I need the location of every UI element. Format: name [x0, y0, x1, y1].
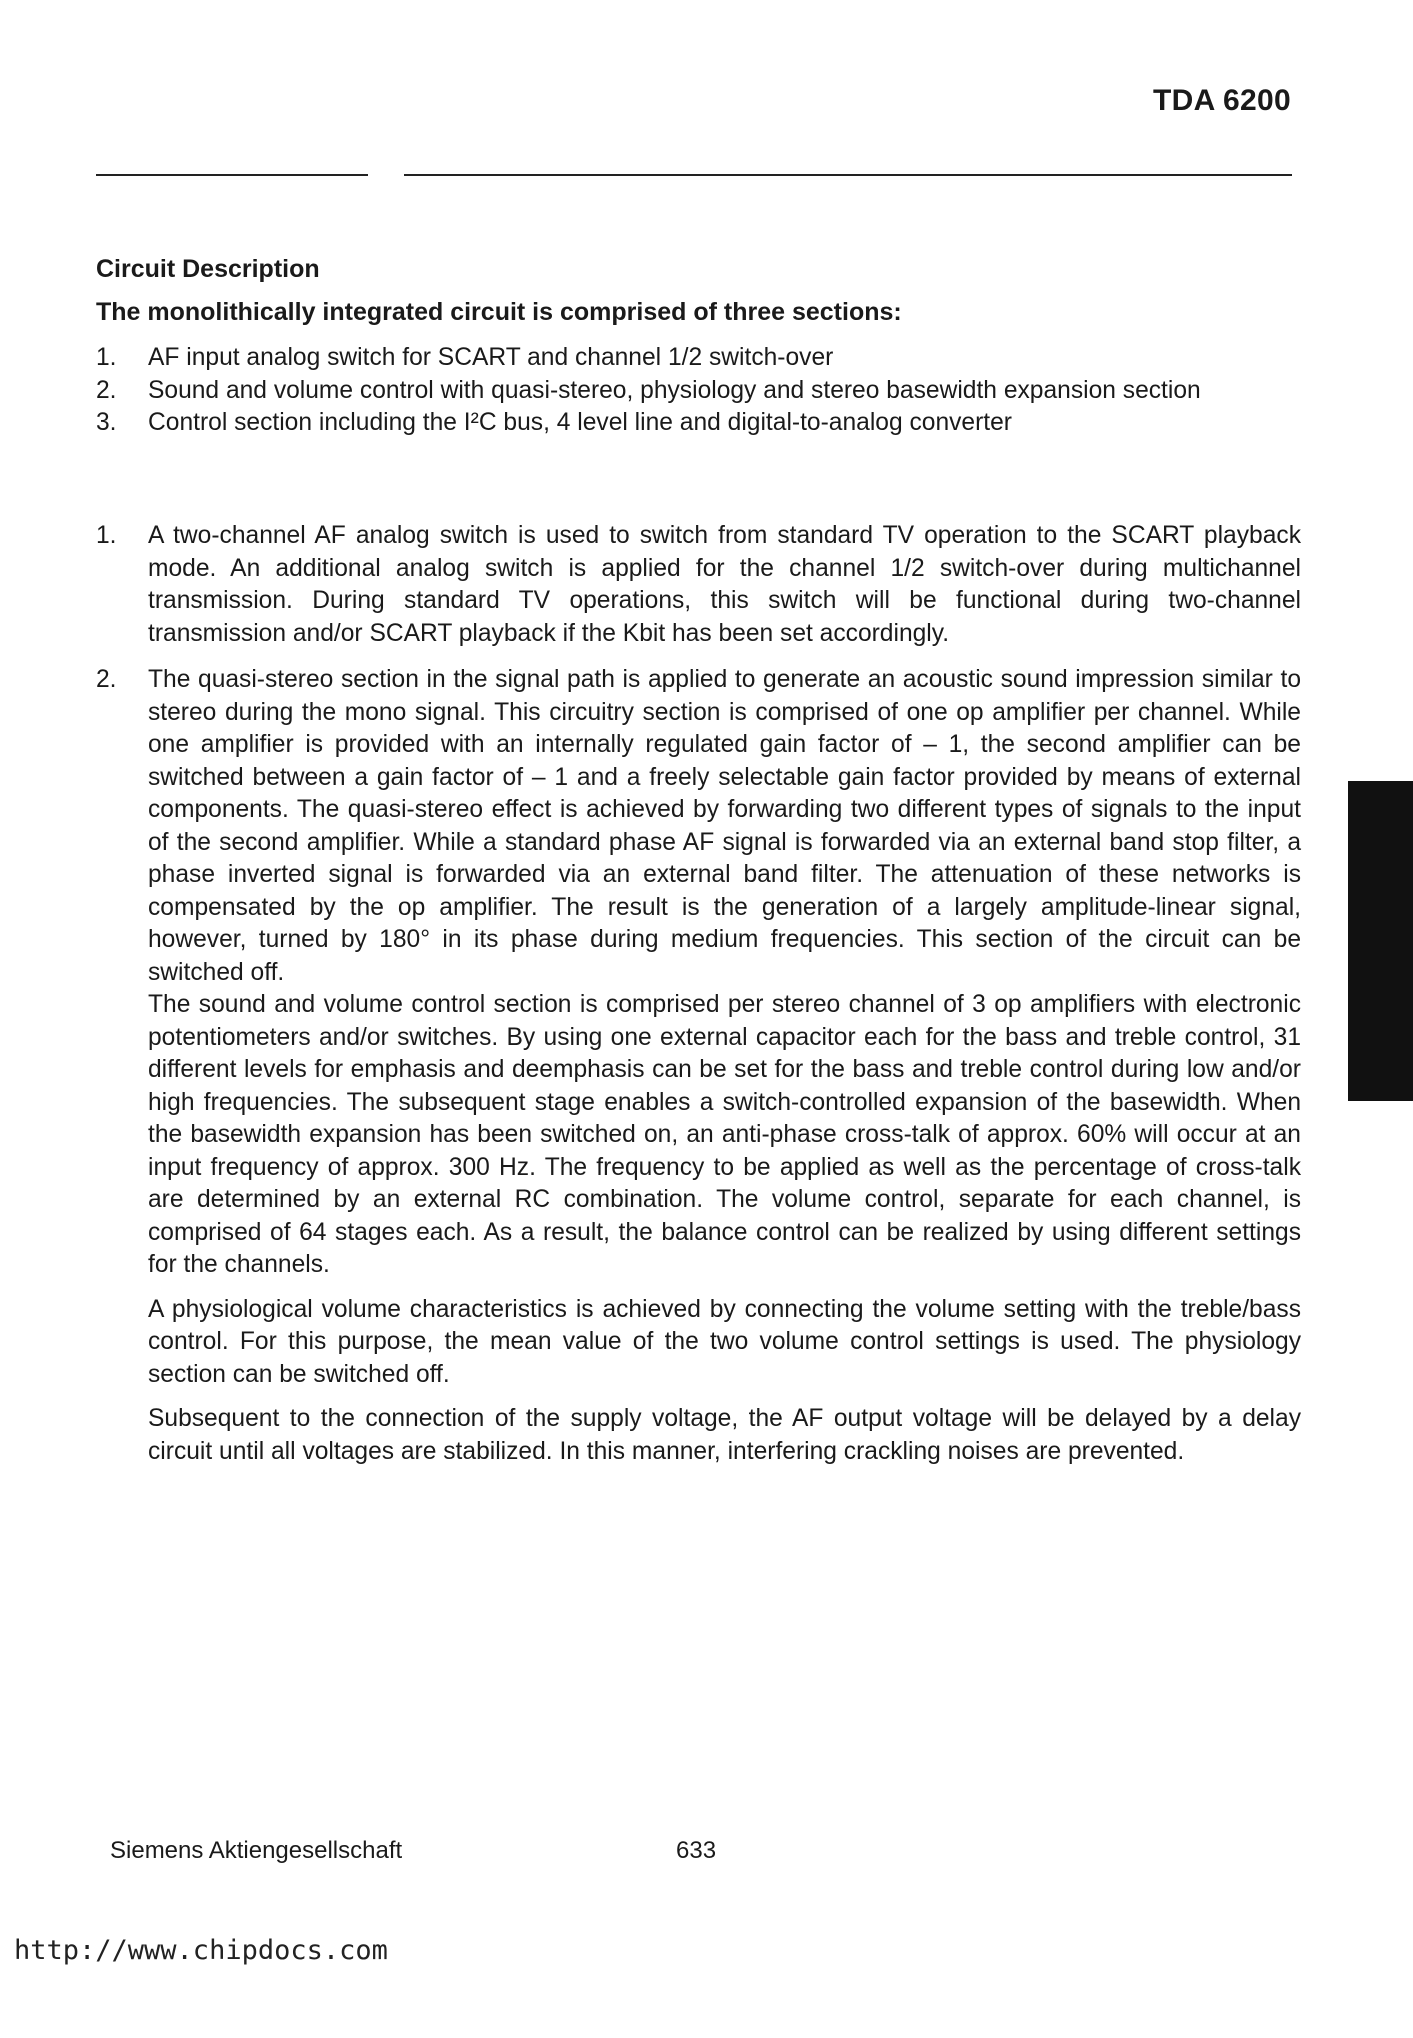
paragraph: Subsequent to the connection of the supply voltage, the AF output voltage will be delayed by a delay circuit until all voltages are stabilized. In this manner, interfering crackling noises are prevented. — [148, 1405, 1301, 1465]
list-text: Sound and volume control with quasi-stereo, physiology and stereo basewidth expansion section — [148, 376, 1201, 404]
list-text: Control section including the I²C bus, 4 level line and digital-to-analog converter — [148, 409, 1012, 436]
paragraph: A physiological volume characteristics is achieved by connecting the volume setting with the treble/bass control. For this purpose, the mean value of the two volume control settings is used. The physiology section can be switched off. — [148, 1295, 1301, 1388]
list-number: 2. — [96, 376, 117, 404]
page-number: 633 — [676, 1837, 717, 1864]
section-title: Circuit Description — [96, 255, 320, 283]
sections-list — [96, 342, 1301, 440]
list-item — [96, 342, 1301, 375]
detail-item — [96, 520, 1301, 650]
header-rule-right — [404, 174, 1292, 176]
source-url: http://www.chipdocs.com — [14, 1935, 388, 1966]
header-rule-left — [96, 174, 368, 176]
list-item — [96, 407, 1301, 440]
list-number: 3. — [96, 409, 117, 436]
side-tab-marker — [1348, 781, 1413, 1101]
paragraph: The quasi-stereo section in the signal path is applied to generate an acoustic sound impression similar to stereo during the mono signal. This circuitry section is comprised of one op amplifier per channel. While one amplifier is provided with an internally regulated gain factor of – 1, the second amplifier can be switched between a gain factor of – 1 and a freely selectable gain factor provided by means of external components. The quasi-stereo effect is achieved by forwarding two different types of signals to the input of the second amplifier. While a standard phase AF signal is forwarded via an external band stop filter, a phase inverted signal is forwarded via an external band filter. The attenuation of these networks is compensated by the op amplifier. The result is the generation of a largely amplitude-linear signal, however, turned by 180° in its phase during medium frequencies. This section of the circuit can be switched off. — [148, 666, 1301, 986]
document-code: TDA 6200 — [1152, 84, 1291, 117]
detail-item — [96, 664, 1301, 1468]
list-text: AF input analog switch for SCART and channel 1/2 switch-over — [148, 344, 834, 371]
detail-body — [148, 664, 1301, 1468]
list-number: 1. — [96, 344, 117, 371]
details-list — [96, 520, 1301, 1468]
paragraph: A two-channel AF analog switch is used to switch from standard TV operation to the SCART playback mode. An additional analog switch is applied for the channel 1/2 switch-over during multichannel transmission. During standard TV operations, this switch will be functional during two-channel transmission and/or SCART playback if the Kbit has been set accordingly. — [148, 522, 1301, 647]
section-intro: The monolithically integrated circuit is comprised of three sections: — [96, 298, 902, 326]
detail-number: 1. — [96, 522, 117, 549]
list-item — [96, 375, 1301, 408]
detail-number: 2. — [96, 666, 117, 693]
footer-company: Siemens Aktiengesellschaft — [110, 1837, 403, 1864]
paragraph: The sound and volume control section is comprised per stereo channel of 3 op amplifiers with electronic potentiometers and/or switches. By using one external capacitor each for the bass and treble control, 31 different levels for emphasis and deemphasis can be set for the bass and treble control during low and/or high frequencies. The subsequent stage enables a switch-controlled expansion of the basewidth. When the basewidth expansion has been switched on, an anti-phase cross-talk of approx. 60% will occur at an input frequency of approx. 300 Hz. The frequency to be applied as well as the percentage of cross-talk are determined by an external RC combination. The volume control, separate for each channel, is comprised of 64 stages each. As a result, the balance control can be realized by using different settings for the channels. — [148, 991, 1301, 1278]
detail-body — [148, 520, 1301, 650]
